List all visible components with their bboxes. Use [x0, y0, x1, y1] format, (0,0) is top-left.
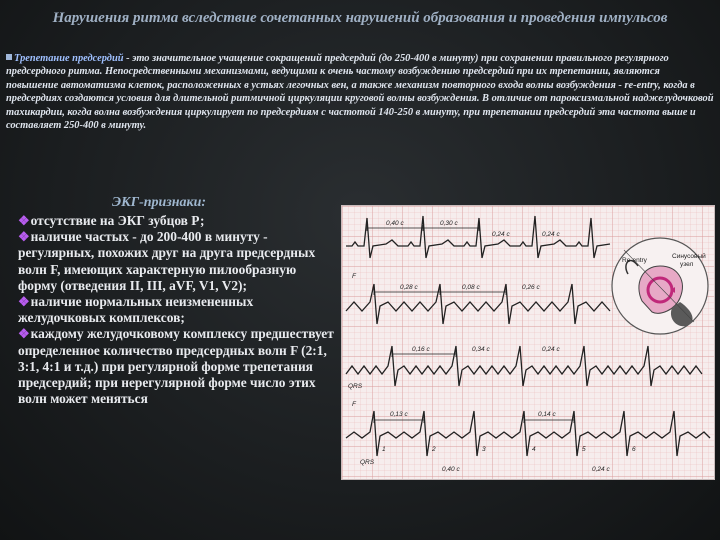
diamond-bullet-icon: ❖ — [18, 326, 30, 342]
list-item: ❖отсутствие на ЭКГ зубцов Р; — [18, 213, 205, 228]
wave-label-qrs: QRS — [348, 383, 363, 390]
lead-number: 3 — [482, 446, 486, 453]
page-title: Нарушения ритма вследствие сочетанных нарушений образования и проведения импульсов — [52, 10, 668, 26]
lead-number: 6 — [632, 446, 636, 453]
lead-number: 4 — [532, 446, 536, 453]
square-bullet-icon — [6, 54, 12, 60]
interval-label: 0,34 с — [472, 346, 490, 353]
sinus-node-label-2: узел — [680, 261, 694, 268]
paragraph-text: - это значительное учащение сокращений предсердий (до 250-400 в минуту) при сохранении правильного регулярного предсердного ритма. Непосредственными механизмами, ведущими к очень частому возбуждению предсердий при их трепетании, являются повышение автоматизма клеток, расположенных в устьях легочных вен, а также механизм повторного входа волны возбуждения - re-entry, когда в предсердиях создаются условия для длительной ритмичной циркуляции круговой волны возбуждения. В отличие от пароксизмальной наджелудочковой тахикардии, когда волна возбуждения циркулирует по предсердиям с частотой 140-250 в минуту, при трепетании предсердий эта частота выше и составляет 250-400 в минуту. — [6, 53, 714, 132]
interval-label: 0,40 с — [386, 220, 404, 227]
intro-paragraph — [6, 52, 714, 132]
interval-label: 0,13 с — [390, 411, 408, 418]
sinus-node-label: Синусовый — [672, 253, 706, 260]
interval-label: 0,08 с — [462, 284, 480, 291]
interval-label: 0,28 с — [400, 284, 418, 291]
wave-label-f: F — [352, 273, 356, 280]
diamond-bullet-icon: ❖ — [18, 213, 30, 228]
list-item: ❖каждому желудочковому комплексу предшествует определенное количество предсердных волн F (2:1, 3:1, 4:1 и т.д.) при регулярной форме трепетания предсердий; при нерегулярной форме число этих волн может меняться — [18, 326, 334, 407]
interval-label: 0,14 с — [538, 411, 556, 418]
interval-label: 0,30 с — [440, 220, 458, 227]
interval-label: 0,26 с — [522, 284, 540, 291]
lead-number: 1 — [382, 446, 386, 453]
wave-label-qrs: QRS — [360, 459, 375, 466]
ecg-signs-list — [18, 213, 336, 407]
ecg-signs-heading: ЭКГ-признаки: — [112, 195, 207, 210]
term-atrial-flutter: Трепетание предсердий — [14, 53, 124, 64]
lead-number: 5 — [582, 446, 586, 453]
lead-number: 2 — [432, 446, 436, 453]
diamond-bullet-icon: ❖ — [18, 229, 30, 245]
interval-label: 0,24 с — [542, 231, 560, 238]
ecg-figure — [341, 205, 715, 480]
wave-label-f: F — [352, 401, 356, 408]
diamond-bullet-icon: ❖ — [18, 294, 30, 310]
reentry-label: Re-entry — [622, 257, 647, 264]
list-item: ❖наличие частых - до 200-400 в минуту - регулярных, похожих друг на друга предсердных волн F, имеющих характерную пилообразную форму (отведения II, III, aVF, V1, V2); — [18, 229, 316, 293]
interval-label: 0,24 с — [542, 346, 560, 353]
list-item: ❖наличие нормальных неизмененных желудочковых комплексов; — [18, 294, 254, 326]
interval-label: 0,40 с — [442, 466, 460, 473]
interval-label: 0,24 с — [492, 231, 510, 238]
interval-label: 0,24 с — [592, 466, 610, 473]
interval-label: 0,16 с — [412, 346, 430, 353]
heart-reentry-diagram — [612, 238, 708, 334]
ecg-strips-image — [342, 206, 714, 479]
